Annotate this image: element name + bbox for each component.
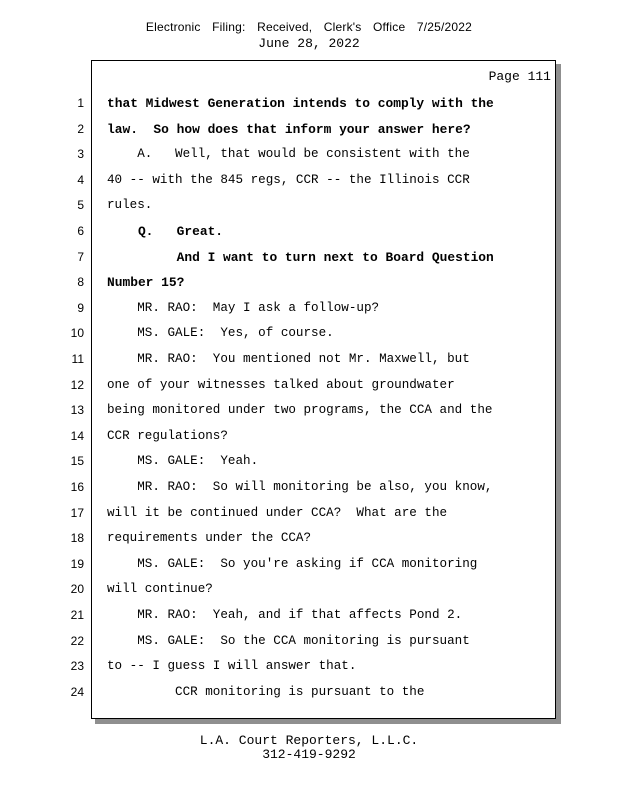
transcript-line (0, 602, 618, 628)
line-number: 3 (77, 147, 84, 162)
line-text: MS. GALE: So you're asking if CCA monitoring (107, 556, 478, 571)
line-number: 21 (70, 608, 84, 622)
line-text: law. So how does that inform your answer here? (107, 121, 471, 137)
page-number: Page 111 (488, 69, 551, 84)
transcript-line (0, 423, 618, 449)
transcript-line (0, 116, 618, 142)
line-text: MS. GALE: Yes, of course. (107, 326, 334, 341)
line-text: that Midwest Generation intends to comply with the (107, 96, 494, 111)
transcript-line (0, 244, 618, 270)
footer-company: L.A. Court Reporters, L.L.C. (199, 733, 419, 748)
line-number: 1 (77, 96, 84, 110)
transcript-line (0, 500, 618, 526)
transcript-line (0, 346, 618, 372)
line-text: one of your witnesses talked about groundwater (107, 377, 455, 392)
line-number: 4 (77, 172, 84, 187)
line-number: 18 (70, 531, 84, 546)
line-number: 19 (70, 556, 84, 571)
line-number: 15 (70, 454, 84, 469)
line-text: 40 -- with the 845 regs, CCR -- the Illinois CCR (107, 172, 470, 187)
line-number: 7 (77, 249, 84, 264)
transcript-line (0, 269, 618, 295)
line-text: will it be continued under CCA? What are the (107, 505, 448, 520)
transcript-line (0, 141, 618, 167)
line-text: MR. RAO: You mentioned not Mr. Maxwell, but (107, 352, 470, 366)
line-number: 10 (70, 326, 84, 341)
transcript-line (0, 397, 618, 423)
line-number: 23 (70, 659, 84, 674)
line-number: 13 (70, 403, 84, 418)
transcript-line (0, 525, 618, 551)
line-number: 22 (70, 633, 84, 648)
line-text: requirements under the CCA? (107, 531, 312, 546)
line-number: 12 (70, 377, 84, 392)
transcript-line (0, 551, 618, 577)
line-text: A. Well, that would be consistent with the (107, 147, 470, 162)
transcript-line (0, 320, 618, 346)
footer-phone: 312-419-9292 (262, 747, 356, 762)
transcript-line (0, 653, 618, 679)
line-text: MS. GALE: Yeah. (107, 454, 259, 469)
transcript-line (0, 218, 618, 244)
transcript-line (0, 628, 618, 654)
line-number: 24 (70, 684, 84, 699)
line-number: 5 (77, 198, 84, 213)
line-text: And I want to turn next to Board Question (107, 249, 494, 265)
transcript-line (0, 372, 618, 398)
line-number: 6 (77, 224, 84, 238)
line-text: MS. GALE: So the CCA monitoring is pursuant (107, 633, 470, 648)
line-text: to -- I guess I will answer that. (107, 659, 357, 674)
line-text: MR. RAO: May I ask a follow-up? (107, 300, 380, 315)
line-number: 17 (70, 505, 84, 520)
transcript-line (0, 474, 618, 500)
transcript-line (0, 90, 618, 116)
transcript-line (0, 448, 618, 474)
hearing-date: June 28, 2022 (258, 36, 360, 51)
transcript-line (0, 576, 618, 602)
line-text: will continue? (107, 582, 213, 597)
line-number: 16 (70, 480, 84, 494)
line-number: 2 (77, 121, 84, 136)
line-text: Q. Great. (107, 224, 224, 239)
line-text: CCR regulations? (107, 428, 228, 443)
line-number: 14 (70, 428, 84, 443)
line-text: being monitored under two programs, the CCA and the (107, 403, 493, 418)
line-text: rules. (107, 198, 153, 213)
line-number: 11 (71, 352, 84, 366)
line-number: 20 (70, 582, 84, 597)
filing-stamp: Electronic Filing: Received, Clerk's Office 7/25/2022 (145, 20, 473, 34)
line-number: 8 (77, 275, 84, 290)
line-text: CCR monitoring is pursuant to the (107, 684, 425, 699)
transcript-line (0, 192, 618, 218)
transcript-line (0, 295, 618, 321)
transcript-line (0, 167, 618, 193)
line-text: MR. RAO: Yeah, and if that affects Pond 2. (107, 608, 463, 622)
line-text: Number 15? (107, 275, 185, 291)
line-number: 9 (77, 300, 84, 315)
transcript-line (0, 679, 618, 705)
line-text: MR. RAO: So will monitoring be also, you know, (107, 480, 493, 494)
